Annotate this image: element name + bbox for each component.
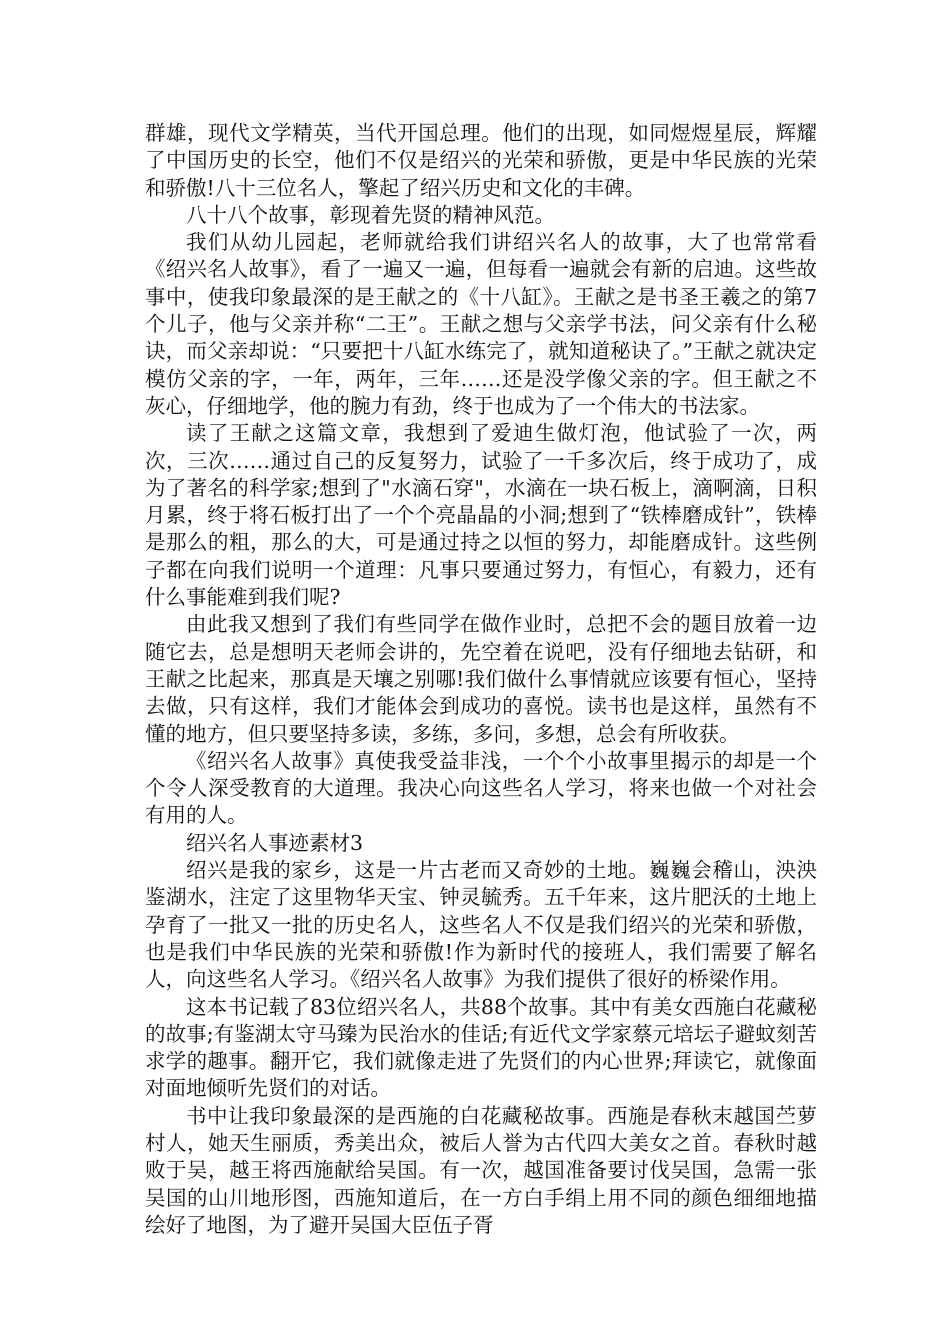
paragraph-1: 群雄，现代文学精英，当代开国总理。他们的出现，如同煜煜星辰，辉耀了中国历史的长空，他们不仅是绍兴的光荣和骄傲，更是中华民族的光荣和骄傲!八十三位名人，擎起了绍兴历史和文化的丰碑。 xyxy=(145,121,817,200)
paragraph-6: 《绍兴名人故事》真使我受益非浅，一个个小故事里揭示的却是一个个令人深受教育的大道理。我决心向这些名人学习，将来也做一个对社会有用的人。 xyxy=(145,748,817,828)
paragraph-8: 这本书记载了83位绍兴名人，共88个故事。其中有美女西施白花藏秘的故事;有鉴湖太守马臻为民治水的佳话;有近代文学家蔡元培坛子避蚊刻苦求学的趣事。翻开它，我们就像走进了先贤们的内心世界;拜读它，就像面对面地倾听先贤们的对话。 xyxy=(145,994,817,1101)
paragraph-2: 八十八个故事，彰现着先贤的精神风范。 xyxy=(186,202,555,227)
paragraph-5: 由此我又想到了我们有些同学在做作业时，总把不会的题目放着一边随它去，总是想明天老师会讲的，先空着在说吧，没有仔细地去钻研，和王献之比起来，那真是天壤之别哪!我们做什么事情就应该要有恒心，坚持去做，只有这样，我们才能体会到成功的喜悦。读书也是这样，虽然有不懂的地方，但只要坚持多读，多练，多问，多想，总会有所收获。 xyxy=(145,612,817,746)
paragraph-9: 书中让我印象最深的是西施的白花藏秘故事。西施是春秋末越国苎萝村人，她天生丽质，秀美出众，被后人誉为古代四大美女之首。春秋时越败于吴，越王将西施献给吴国。有一次，越国准备要讨伐吴国，急需一张吴国的山川地形图，西施知道后，在一方白手绢上用不同的颜色细细地描绘好了地图，为了避开吴国大臣伍子胥 xyxy=(145,1103,817,1237)
paragraph-4: 读了王献之这篇文章，我想到了爱迪生做灯泡，他试验了一次，两次，三次……通过自己的反复努力，试验了一千多次后，终于成功了，成为了著名的科学家;想到了"水滴石穿"，水滴在一块石板上，滴啊滴，日积月累，终于将石板打出了一个个亮晶晶的小洞;想到了“铁棒磨成针”，铁棒是那么的粗，那么的大，可是通过持之以恒的努力，却能磨成针。这些例子都在向我们说明一个道理：凡事只要通过努力，有恒心，有毅力，还有什么事能难到我们呢? xyxy=(145,421,817,610)
document-body xyxy=(145,120,817,1239)
section-heading: 绍兴名人事迹素材3 xyxy=(186,830,364,855)
paragraph-3: 我们从幼儿园起，老师就给我们讲绍兴名人的故事，大了也常常看《绍兴名人故事》，看了一遍又一遍，但每看一遍就会有新的启迪。这些故事中，使我印象最深的是王献之的《十八缸》。王献之是书圣王羲之的第7个儿子，他与父亲并称“二王”。王献之想与父亲学书法，问父亲有什么秘诀，而父亲却说：“只要把十八缸水练完了，就知道秘诀了。”王献之就决定模仿父亲的字，一年，两年，三年……还是没学像父亲的字。但王献之不灰心，仔细地学，他的腕力有劲，终于也成为了一个伟大的书法家。 xyxy=(145,230,817,418)
paragraph-7: 绍兴是我的家乡，这是一片古老而又奇妙的土地。巍巍会稽山，泱泱鉴湖水，注定了这里物华天宝、钟灵毓秀。五千年来，这片肥沃的土地上孕育了一批又一批的历史名人，这些名人不仅是我们绍兴的光荣和骄傲，也是我们中华民族的光荣和骄傲!作为新时代的接班人，我们需要了解名人，向这些名人学习。《绍兴名人故事》为我们提供了很好的桥梁作用。 xyxy=(145,858,817,992)
